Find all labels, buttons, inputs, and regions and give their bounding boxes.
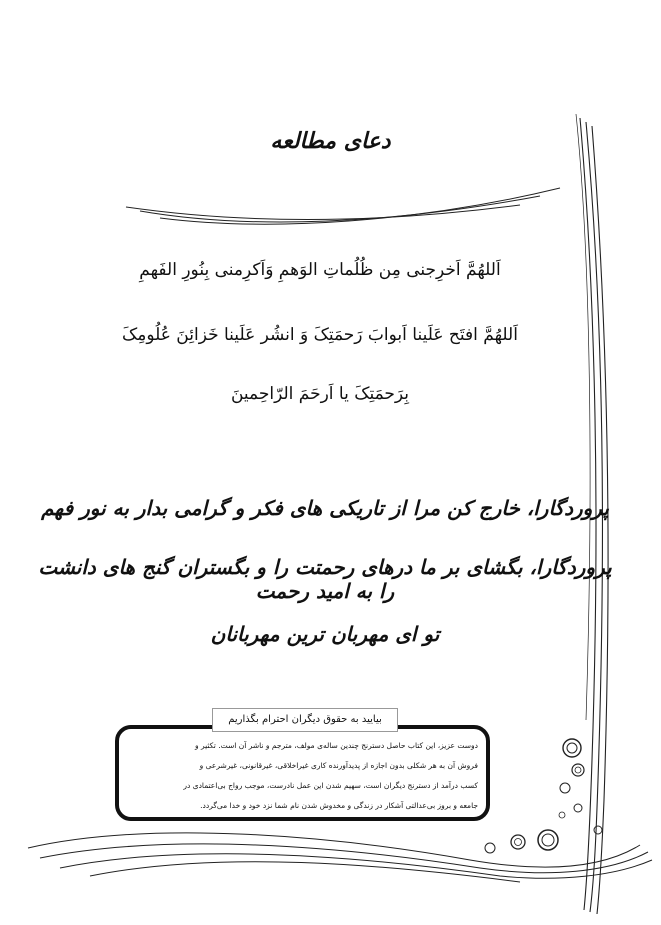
persian-translation-line-2: پروردگارا، بگشای بر ما درهای رحمتت را و بگستران گنج های دانشت را به امید رحمت: [38, 555, 612, 603]
persian-translation-line-3: تو ای مهربان ترین مهربانان: [210, 622, 440, 646]
copyright-notice-label: بیایید به حقوق دیگران احترام بگذاریم: [212, 708, 398, 732]
copyright-notice-line-3: کسب درآمد از دسترنج دیگران است، سهیم شدن این عمل نادرست، موجب رواج بی‌اعتمادی در: [183, 781, 478, 790]
circle-ornaments: [485, 739, 602, 853]
arabic-prayer-line-2: اَللهُمَّ افتَح عَلَینا اَبوابَ رَحمَتِکَ وَ انشُر عَلَینا خَزائِنَ عُلُومِکَ: [122, 325, 518, 345]
arabic-prayer-line-1: اَللهُمَّ اَخرِجنی مِن ظُلُماتِ الوَهمِ وَاَکرِمنی بِنُورِ الفَهمِ: [139, 260, 501, 280]
persian-translation-line-1: پروردگارا، خارج کن مرا از تاریکی های فکر و گرامی بدار به نور فهم: [41, 496, 609, 520]
arabic-prayer-line-3: بِرَحمَتِکَ یا اَرحَمَ الرّاحِمینَ: [230, 384, 410, 404]
copyright-notice-line-1: دوست عزیز، این کتاب حاصل دسترنج چندین ساله‌ی مولف، مترجم و ناشر آن است. تکثیر و: [194, 741, 478, 750]
page-title: دعای مطالعه: [270, 128, 391, 154]
title-swoosh: [126, 188, 560, 224]
copyright-notice-line-2: فروش آن به هر شکلی بدون اجازه از پدیدآورنده کاری غیراخلاقی، غیرقانونی، غیرشرعی و: [199, 761, 478, 770]
copyright-notice-line-4: جامعه و بروز بی‌عدالتی آشکار در زندگی و مخدوش شدن نام شما نزد خود و خدا می‌گردد.: [200, 801, 478, 810]
